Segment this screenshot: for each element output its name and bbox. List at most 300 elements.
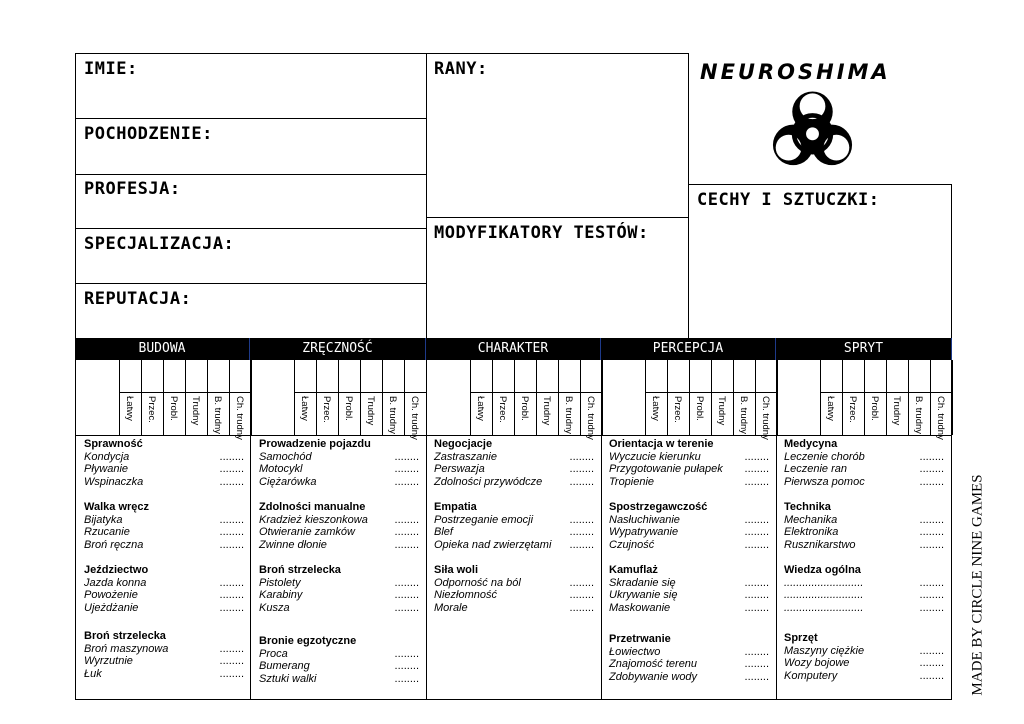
skill-value-dots[interactable]: ........ [394,526,419,539]
attr-percepcja[interactable]: PERCEPCJA [601,338,776,360]
skill-name: Wozy bojowe [784,657,850,670]
skill-row[interactable] [259,660,419,673]
skill-row[interactable] [609,476,769,489]
skill-row[interactable] [434,476,594,489]
difficulty-label: Przec. [847,396,858,423]
difficulty-value-cell[interactable] [690,361,710,391]
skill-row[interactable] [259,451,419,464]
difficulty-value-cell[interactable] [405,361,425,391]
skill-group [84,630,244,680]
skill-row[interactable] [259,648,419,661]
skill-group [84,501,244,551]
difficulty-value-cell[interactable] [756,361,776,391]
skill-row[interactable] [784,539,944,552]
difficulty-label: Łatwy [825,396,836,421]
field-pochodzenie[interactable]: POCHODZENIE: [84,124,213,144]
difficulty-label: Przec. [497,396,508,423]
skill-name: Łuk [84,667,102,680]
skill-row[interactable] [259,602,419,615]
skill-row[interactable] [609,577,769,590]
difficulty-label: Probl. [168,396,179,421]
col-div-1 [250,360,251,700]
skill-row[interactable] [784,451,944,464]
difficulty-value-cell[interactable] [208,361,228,391]
grid-row-line [294,392,426,393]
col-div-2 [426,360,427,700]
field-cechy[interactable]: CECHY I SZTUCZKI: [697,190,880,210]
skill-row[interactable] [259,514,419,527]
skill-group [84,438,244,488]
skill-value-dots[interactable]: ........ [744,670,769,683]
skill-row[interactable] [259,589,419,602]
skill-value-dots[interactable]: ........ [394,463,419,476]
difficulty-value-cell[interactable] [230,361,250,391]
skill-name: Proca [259,647,288,660]
skill-row[interactable] [84,476,244,489]
skill-row[interactable] [259,539,419,552]
skill-row[interactable] [784,476,944,489]
skill-row[interactable] [434,514,594,527]
difficulty-value-cell[interactable] [712,361,732,391]
difficulty-label: Trudny [365,396,376,426]
difficulty-value-cell[interactable] [865,361,885,391]
skill-value-dots[interactable]: ........ [219,667,244,680]
skill-row[interactable] [84,643,244,656]
skill-row[interactable] [84,539,244,552]
skill-row[interactable] [84,451,244,464]
skill-name: Mechanika [784,513,838,526]
skill-value-dots[interactable]: ........ [569,463,594,476]
difficulty-value-cell[interactable] [471,361,491,391]
skill-category: Walka wręcz [84,501,150,513]
skill-value-dots[interactable]: ........ [394,538,419,551]
skill-value-dots[interactable]: ........ [394,660,419,673]
skill-group [434,438,594,488]
skill-group [434,501,594,551]
difficulty-label: Probl. [343,396,354,421]
skill-name: Elektronika [784,526,839,539]
skill-row[interactable] [434,577,594,590]
skill-row[interactable] [259,673,419,686]
skill-group [609,633,769,683]
skill-row[interactable] [784,577,944,590]
difficulty-value-cell[interactable] [186,361,206,391]
difficulty-value-cell[interactable] [668,361,688,391]
skill-name: .......................... [784,601,864,614]
skill-name: Wyrzutnie [84,655,133,668]
difficulty-label: Trudny [190,396,201,426]
skill-row[interactable] [434,539,594,552]
skill-name: Powożenie [84,589,138,602]
skill-name: Czujność [609,538,655,551]
skill-row[interactable] [609,451,769,464]
skill-name: Kondycja [84,450,130,463]
skill-group [609,564,769,614]
rule-2 [75,174,426,175]
skill-value-dots[interactable]: ........ [919,669,944,682]
skill-value-dots[interactable]: ........ [919,475,944,488]
difficulty-label: B. trudny [387,396,398,435]
skill-value-dots[interactable]: ........ [919,601,944,614]
skill-value-dots[interactable]: ........ [744,526,769,539]
skill-category: Jeździectwo [84,564,149,576]
skill-value-dots[interactable]: ........ [569,513,594,526]
skill-value-dots[interactable]: ........ [394,672,419,685]
skill-value-dots[interactable]: ........ [394,450,419,463]
difficulty-value-cell[interactable] [581,361,601,391]
skill-name: Sztuki walki [259,672,317,685]
skill-group [84,564,244,614]
grid-line [251,360,252,435]
skill-value-dots[interactable]: ........ [919,657,944,670]
skill-value-dots[interactable]: ........ [394,647,419,660]
skill-row[interactable] [784,589,944,602]
difficulty-value-cell[interactable] [493,361,513,391]
skill-value-dots[interactable]: ........ [219,601,244,614]
skills-top-line [75,435,952,436]
skill-name: Łowiectwo [609,645,661,658]
skill-name: Opieka nad zwierzętami [434,538,552,551]
difficulty-value-cell[interactable] [734,361,754,391]
skill-value-dots[interactable]: ........ [744,601,769,614]
skill-value-dots[interactable]: ........ [744,589,769,602]
skill-value-dots[interactable]: ........ [394,589,419,602]
skill-row[interactable] [609,514,769,527]
skill-value-dots[interactable]: ........ [569,526,594,539]
skill-name: Ujeżdżanie [84,601,139,614]
rule-3 [75,228,426,229]
skill-value-dots[interactable]: ........ [919,538,944,551]
difficulty-label: Łatwy [124,396,135,421]
difficulty-value-cell[interactable] [887,361,907,391]
skill-name: .......................... [784,576,864,589]
difficulty-value-cell[interactable] [164,361,184,391]
field-modyfikatory[interactable]: MODYFIKATORY TESTÓW: [434,223,649,243]
skill-category: Negocjacje [434,438,493,450]
skill-row[interactable] [784,526,944,539]
skill-name: Karabiny [259,589,303,602]
bottom-border [75,699,952,700]
skill-name: Odporność na ból [434,576,521,589]
difficulty-value-cell[interactable] [383,361,403,391]
skill-value-dots[interactable]: ........ [219,655,244,668]
skill-name: Rzucanie [84,526,130,539]
difficulty-label: B. trudny [913,396,924,435]
skill-row[interactable] [609,589,769,602]
grid-line [952,360,953,435]
skill-row[interactable] [784,657,944,670]
skill-value-dots[interactable]: ........ [219,538,244,551]
skill-category: Zdolności manualne [259,501,366,513]
skill-value-dots[interactable]: ........ [569,589,594,602]
skill-row[interactable] [609,671,769,684]
skill-name: Ciężarówka [259,475,317,488]
skill-name: Skradanie się [609,576,676,589]
skill-row[interactable] [784,514,944,527]
skill-name: Zdolności przywódcze [434,475,543,488]
attr-zrecznosc[interactable]: ZRĘCZNOŚĆ [250,338,426,360]
skill-value-dots[interactable]: ........ [219,576,244,589]
skill-name: Broń maszynowa [84,642,169,655]
skill-name: Przygotowanie pułapek [609,463,723,476]
difficulty-label: Łatwy [475,396,486,421]
difficulty-label: B. trudny [738,396,749,435]
grid-row-line [820,392,952,393]
difficulty-value-cell[interactable] [142,361,162,391]
skill-value-dots[interactable]: ........ [219,450,244,463]
skill-name: Morale [434,601,468,614]
skill-category: Kamuflaż [609,564,658,576]
skill-category: Sprzęt [784,632,818,644]
skill-value-dots[interactable]: ........ [569,475,594,488]
grid-line [602,360,603,435]
rule-4 [75,283,426,284]
attr-charakter[interactable]: CHARAKTER [426,338,601,360]
difficulty-value-cell[interactable] [931,361,951,391]
credit-vertical [958,470,998,700]
difficulty-value-cell[interactable] [537,361,557,391]
skill-row[interactable] [84,655,244,668]
difficulty-value-cell[interactable] [295,361,315,391]
skill-name: Broń ręczna [84,538,144,551]
difficulty-value-cell[interactable] [821,361,841,391]
skill-value-dots[interactable]: ........ [219,475,244,488]
difficulty-label: Trudny [541,396,552,426]
difficulty-value-cell[interactable] [317,361,337,391]
skill-value-dots[interactable]: ........ [919,589,944,602]
grid-row-line [645,392,777,393]
skill-name: Blef [434,526,453,539]
difficulty-label: Ch. trudny [409,396,420,440]
skill-name: Wspinaczka [84,475,144,488]
divider-right [688,53,689,338]
skill-value-dots[interactable]: ........ [569,538,594,551]
field-profesja[interactable]: PROFESJA: [84,179,181,199]
skill-category: Orientacja w terenie [609,438,714,450]
difficulty-label: Ch. trudny [760,396,771,440]
skill-row[interactable] [259,526,419,539]
skill-name: Wyczucie kierunku [609,450,701,463]
skill-group [609,501,769,551]
skill-name: Maszyny ciężkie [784,644,865,657]
skill-group [259,635,419,685]
grid-row-line [119,392,251,393]
skill-name: Jazda konna [84,576,147,589]
skill-row[interactable] [784,670,944,683]
skill-row[interactable] [784,602,944,615]
skill-value-dots[interactable]: ........ [219,526,244,539]
difficulty-label: Trudny [891,396,902,426]
skill-row[interactable] [609,526,769,539]
skill-value-dots[interactable]: ........ [219,589,244,602]
skill-row[interactable] [609,539,769,552]
skill-name: Motocykl [259,463,303,476]
skill-name: Pierwsza pomoc [784,475,865,488]
skill-category: Przetrwanie [609,633,671,645]
skill-row[interactable] [609,602,769,615]
skill-name: Pływanie [84,463,129,476]
difficulty-value-cell[interactable] [120,361,140,391]
skill-category: Spostrzegawczość [609,501,708,513]
difficulty-label: B. trudny [212,396,223,435]
skill-name: Pistolety [259,576,301,589]
skill-name: Nasłuchiwanie [609,513,680,526]
grid-row-line [470,392,602,393]
skill-name: .......................... [784,589,864,602]
skill-category: Technika [784,501,831,513]
skill-row[interactable] [434,451,594,464]
rule-1 [75,118,426,119]
skill-category: Siła woli [434,564,479,576]
skill-category: Bronie egzotyczne [259,635,357,647]
skill-value-dots[interactable]: ........ [569,576,594,589]
skill-value-dots[interactable]: ........ [394,513,419,526]
skill-row[interactable] [609,463,769,476]
skill-name: Znajomość terenu [609,658,698,671]
skill-value-dots[interactable]: ........ [744,475,769,488]
skill-value-dots[interactable]: ........ [569,601,594,614]
skill-name: Leczenie chorób [784,450,865,463]
field-imie[interactable]: IMIE: [84,59,138,79]
skill-row[interactable] [784,645,944,658]
skill-row[interactable] [259,476,419,489]
divider-mid [426,53,427,338]
skill-category: Wiedza ogólna [784,564,861,576]
difficulty-label: Trudny [716,396,727,426]
difficulty-label: Ch. trudny [585,396,596,440]
skill-name: Leczenie ran [784,463,847,476]
skill-row[interactable] [84,602,244,615]
skill-name: Kradzież kieszonkowa [259,513,368,526]
skill-name: Wypatrywanie [609,526,679,539]
skill-value-dots[interactable]: ........ [569,450,594,463]
credit-text: MADE BY CIRCLE NINE GAMES [969,474,986,696]
col-div-4 [776,360,777,700]
attr-spryt[interactable]: SPRYT [776,338,952,360]
skill-value-dots[interactable]: ........ [744,538,769,551]
skill-group [784,564,944,614]
difficulty-label: Łatwy [650,396,661,421]
skill-name: Ukrywanie się [609,589,678,602]
skill-category: Prowadzenie pojazdu [259,438,371,450]
skill-row[interactable] [259,577,419,590]
right-border [951,184,952,700]
skill-value-dots[interactable]: ........ [744,658,769,671]
skill-value-dots[interactable]: ........ [219,513,244,526]
attr-budowa[interactable]: BUDOWA [75,338,250,360]
skill-value-dots[interactable]: ........ [919,576,944,589]
skill-name: Otwieranie zamków [259,526,355,539]
skill-value-dots[interactable]: ........ [219,463,244,476]
skill-row[interactable] [434,526,594,539]
skill-row[interactable] [434,463,594,476]
biohazard-icon [765,86,860,178]
logo-title: NEUROSHIMA [700,60,891,84]
skill-group [784,632,944,682]
difficulty-value-cell[interactable] [361,361,381,391]
skill-name: Bijatyka [84,513,123,526]
skill-value-dots[interactable]: ........ [919,450,944,463]
skill-value-dots[interactable]: ........ [394,475,419,488]
skill-name: Tropienie [609,475,655,488]
skill-value-dots[interactable]: ........ [919,526,944,539]
field-rany[interactable]: RANY: [434,59,488,79]
skill-value-dots[interactable]: ........ [919,644,944,657]
skill-value-dots[interactable]: ........ [919,513,944,526]
skill-row[interactable] [434,589,594,602]
difficulty-label: B. trudny [563,396,574,435]
rule-cechy [688,184,952,185]
rule-mod [426,217,688,218]
difficulty-label: Przec. [321,396,332,423]
skill-group [784,501,944,551]
field-reputacja[interactable]: REPUTACJA: [84,289,192,309]
skill-group [784,438,944,488]
skill-value-dots[interactable]: ........ [394,576,419,589]
skill-group [434,564,594,614]
skill-row[interactable] [84,514,244,527]
skill-value-dots[interactable]: ........ [744,450,769,463]
difficulty-value-cell[interactable] [843,361,863,391]
skill-group [259,564,419,614]
skill-name: Zwinne dłonie [259,538,327,551]
skill-name: Maskowanie [609,601,671,614]
skill-row[interactable] [259,463,419,476]
skill-value-dots[interactable]: ........ [219,642,244,655]
skill-row[interactable] [609,646,769,659]
skill-category: Medycyna [784,438,838,450]
skill-name: Bumerang [259,660,310,673]
difficulty-label: Łatwy [299,396,310,421]
difficulty-value-cell[interactable] [909,361,929,391]
skill-name: Postrzeganie emocji [434,513,534,526]
difficulty-value-cell[interactable] [646,361,666,391]
skill-category: Empatia [434,501,477,513]
skill-row[interactable] [84,463,244,476]
difficulty-label: Przec. [672,396,683,423]
skill-value-dots[interactable]: ........ [744,576,769,589]
skill-value-dots[interactable]: ........ [744,645,769,658]
field-specjalizacja[interactable]: SPECJALIZACJA: [84,234,235,254]
difficulty-value-cell[interactable] [339,361,359,391]
difficulty-value-cell[interactable] [559,361,579,391]
difficulty-label: Ch. trudny [935,396,946,440]
skill-row[interactable] [84,589,244,602]
skill-row[interactable] [434,602,594,615]
difficulty-label: Probl. [694,396,705,421]
difficulty-label: Ch. trudny [234,396,245,440]
difficulty-label: Probl. [869,396,880,421]
skill-name: Niezłomność [434,589,497,602]
grid-line [777,360,778,435]
skill-name: Perswazja [434,463,485,476]
skill-name: Komputery [784,669,838,682]
skill-value-dots[interactable]: ........ [919,463,944,476]
skill-row[interactable] [84,526,244,539]
skill-row[interactable] [609,658,769,671]
skill-row[interactable] [84,668,244,681]
skill-row[interactable] [84,577,244,590]
difficulty-value-cell[interactable] [515,361,535,391]
difficulty-label: Przec. [146,396,157,423]
skill-name: Kusza [259,601,290,614]
skill-value-dots[interactable]: ........ [744,463,769,476]
skill-group [259,438,419,488]
skill-value-dots[interactable]: ........ [744,513,769,526]
skill-name: Zastraszanie [434,450,497,463]
skill-row[interactable] [784,463,944,476]
skill-value-dots[interactable]: ........ [394,601,419,614]
